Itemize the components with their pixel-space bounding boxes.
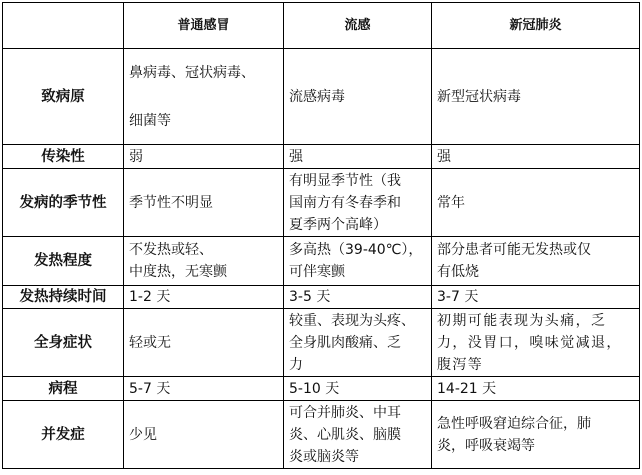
cell-text-line: 全身肌肉酸痛、乏 [289,334,401,351]
cell-text-line: 腹泻等 [437,356,484,373]
header-cell-flu: 流感 [284,3,432,49]
row-header-seasonality: 发病的季节性 [3,169,124,237]
row-header-complications: 并发症 [3,401,124,469]
header-row [3,3,640,49]
cell-text-line: 3-7 天 [437,289,479,305]
header-cell-empty [3,3,124,49]
cell-text-line: 5-7 天 [129,380,171,397]
cell-text-line: 部分患者可能无发热或仅 [437,242,591,258]
cell-course-common-cold [124,377,284,401]
cell-contagiousness-covid [432,145,640,169]
cell-text-line: 炎、心肌炎、脑膜 [289,426,401,443]
cell-fever-duration-common-cold [124,286,284,309]
cell-text-line: 中度热，无寒颤 [129,264,227,280]
table-row-course [3,377,640,401]
cell-pathogen-covid [432,49,640,145]
cell-text-line: 新型冠状病毒 [437,88,521,105]
cell-systemic-symptoms-common-cold [124,309,284,377]
cell-text-line: 初期可能表现为头痛，乏 [437,312,607,329]
cell-course-flu [284,377,432,401]
cell-text-line: 力 [289,356,303,373]
cell-text-line: 国南方有冬春季和 [289,194,401,211]
cell-text-line: 弱 [129,148,143,165]
cell-text-line: 不发热或轻、 [129,242,213,258]
cell-seasonality-covid [432,169,640,237]
comparison-table [2,2,640,469]
table-row-fever-duration [3,286,640,309]
row-header-fever-degree: 发热程度 [3,237,124,286]
row-header-systemic-symptoms: 全身症状 [3,309,124,377]
table-body [3,3,640,469]
row-header-fever-duration: 发热持续时间 [3,286,124,309]
cell-fever-duration-flu [284,286,432,309]
cell-text-line: 较重、表现为头疼、 [289,312,415,329]
comparison-table-container [2,2,640,469]
table-row-fever-degree [3,237,640,286]
cell-seasonality-flu [284,169,432,237]
cell-text-line [129,85,278,109]
cell-text-line: 炎，呼吸衰竭等 [437,437,535,454]
table-row-seasonality [3,169,640,237]
header-cell-covid: 新冠肺炎 [432,3,640,49]
cell-text-line: 可伴寒颤 [289,264,345,280]
cell-text-line: 1-2 天 [129,289,171,305]
cell-text-line: 强 [437,148,451,165]
table-row-complications [3,401,640,469]
cell-text-line: 强 [289,148,303,165]
cell-pathogen-flu [284,49,432,145]
cell-complications-covid [432,401,640,469]
cell-text-line: 有明显季节性（我 [289,172,401,189]
cell-seasonality-common-cold [124,169,284,237]
cell-text-line: 炎或脑炎等 [289,448,359,465]
cell-text-line: 有低烧 [437,264,479,280]
cell-systemic-symptoms-covid [432,309,640,377]
cell-contagiousness-flu [284,145,432,169]
cell-fever-degree-flu [284,237,432,286]
row-header-pathogen: 致病原 [3,49,124,145]
cell-text-line: 常年 [437,194,465,211]
row-header-contagiousness: 传染性 [3,145,124,169]
cell-text-line: 14-21 天 [437,380,497,397]
cell-text-line: 少见 [129,426,157,443]
cell-text-line: 力，没胃口，嗅味觉减退， [437,334,622,351]
cell-contagiousness-common-cold [124,145,284,169]
cell-complications-common-cold [124,401,284,469]
table-row-pathogen [3,49,640,145]
cell-fever-duration-covid [432,286,640,309]
cell-text-line: 鼻病毒、冠状病毒、 [129,64,255,81]
cell-text-line: 流感病毒 [289,88,345,105]
cell-text-line: 夏季两个高峰） [289,216,387,233]
cell-course-covid [432,377,640,401]
table-row-systemic-symptoms [3,309,640,377]
cell-text-line: 急性呼吸窘迫综合征，肺 [437,415,591,432]
cell-text-line: 可合并肺炎、中耳 [289,404,401,421]
cell-text-line: 3-5 天 [289,289,331,305]
cell-text-line: 5-10 天 [289,380,340,397]
row-header-course: 病程 [3,377,124,401]
header-cell-common-cold: 普通感冒 [124,3,284,49]
cell-fever-degree-covid [432,237,640,286]
cell-complications-flu [284,401,432,469]
cell-text-line: 多高热（39-40℃）， [289,242,423,258]
table-row-contagiousness [3,145,640,169]
cell-text-line: 季节性不明显 [129,194,213,211]
cell-text-line: 轻或无 [129,334,171,351]
cell-systemic-symptoms-flu [284,309,432,377]
cell-fever-degree-common-cold [124,237,284,286]
cell-pathogen-common-cold [124,49,284,145]
cell-text-line: 细菌等 [129,112,171,129]
